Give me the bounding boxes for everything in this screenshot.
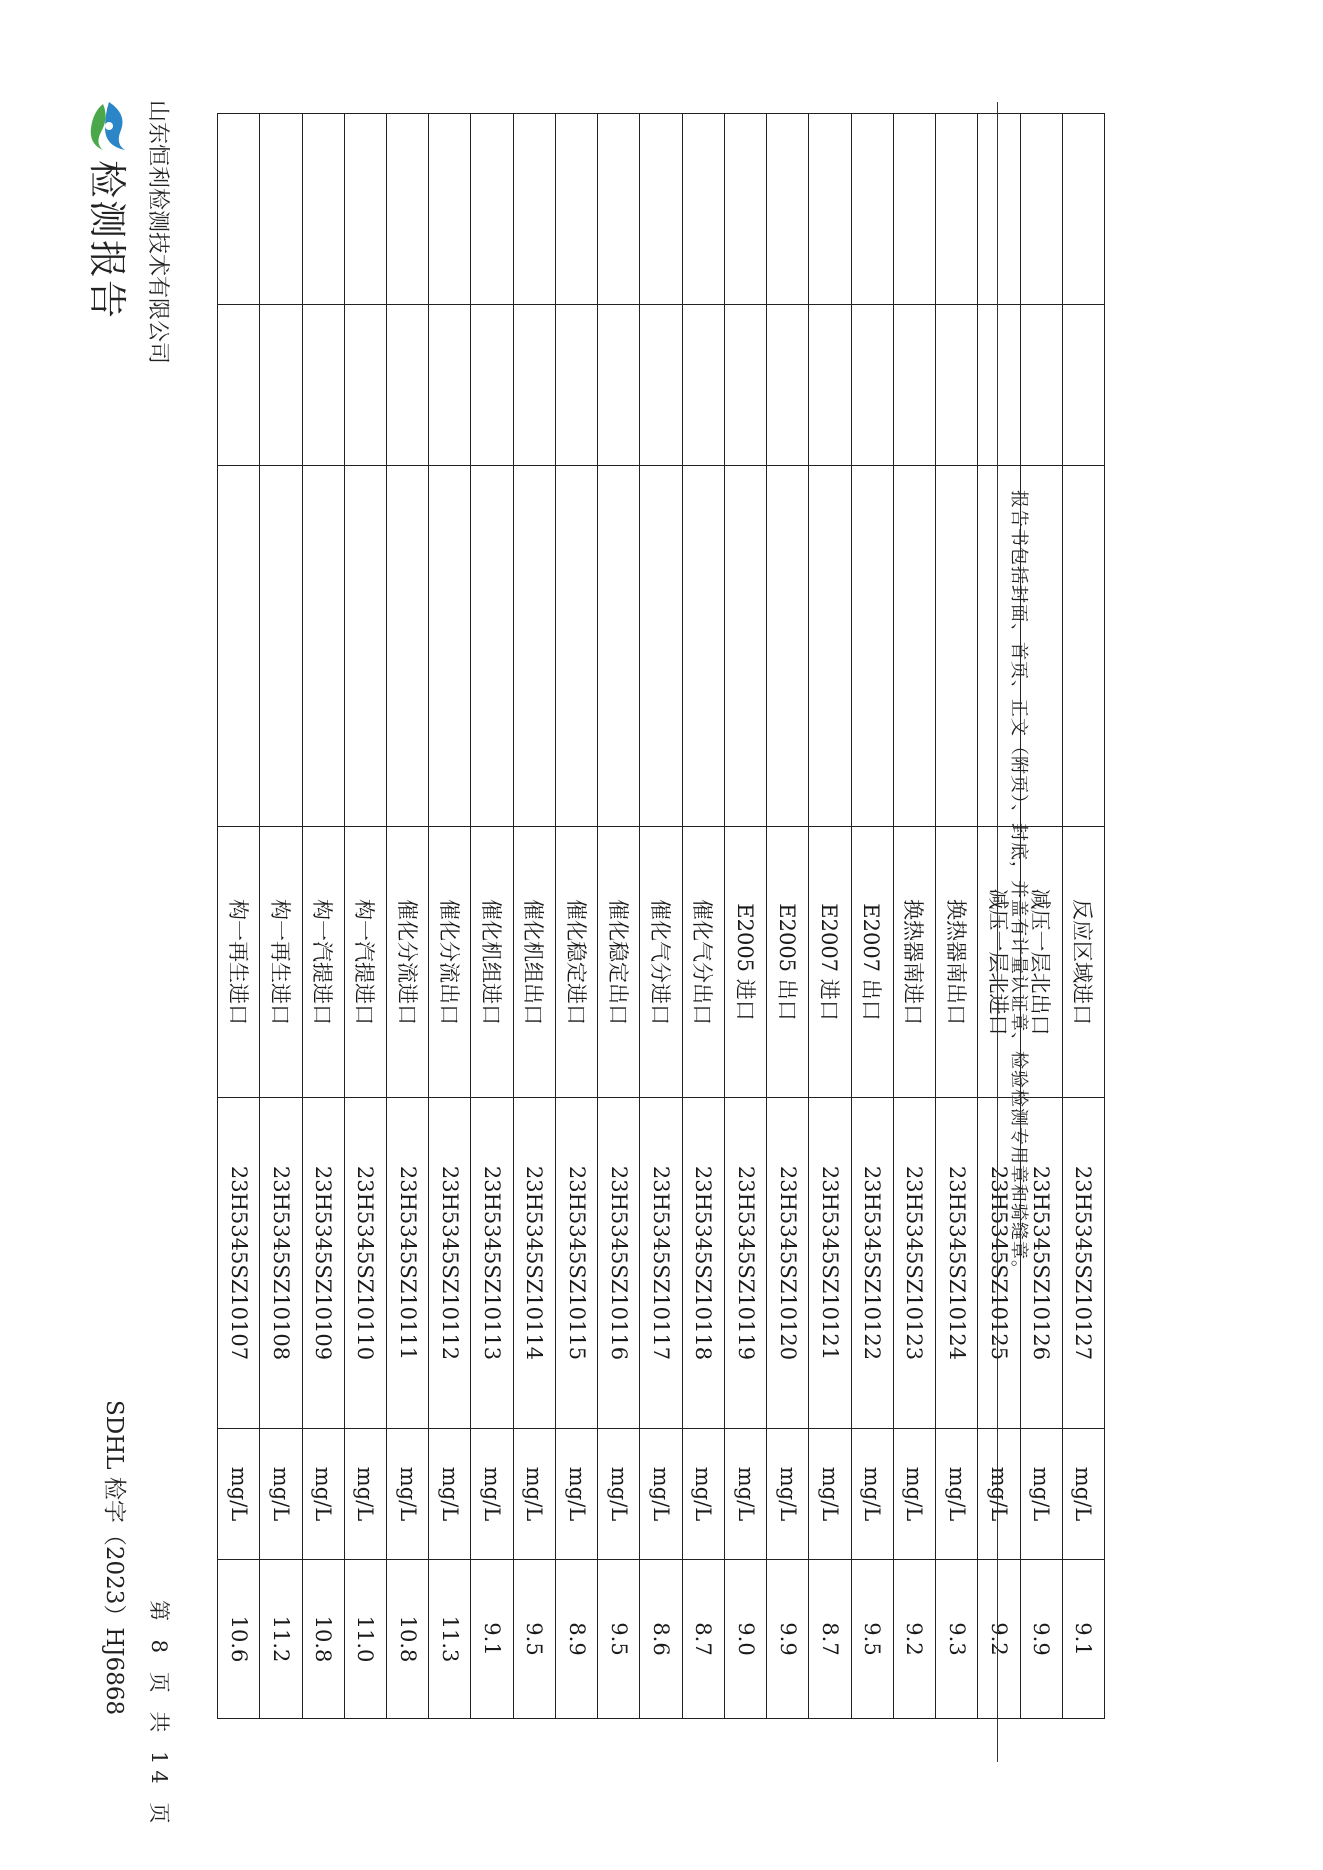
sample-id-cell: 23H5345SZ10122 xyxy=(851,1098,893,1429)
empty-cell xyxy=(471,466,513,827)
value-cell: 9.5 xyxy=(598,1560,640,1719)
empty-cell xyxy=(218,466,260,827)
sample-id-cell: 23H5345SZ10115 xyxy=(555,1098,597,1429)
sampling-point-cell: 催化稳定进口 xyxy=(555,827,597,1098)
unit-cell: mg/L xyxy=(302,1429,344,1560)
empty-cell xyxy=(1020,305,1062,466)
empty-cell xyxy=(893,466,935,827)
empty-cell xyxy=(682,466,724,827)
value-cell: 10.6 xyxy=(218,1560,260,1719)
empty-cell xyxy=(936,466,978,827)
empty-cell xyxy=(767,114,809,305)
table-row xyxy=(724,114,766,1719)
logo xyxy=(83,100,138,320)
unit-cell: mg/L xyxy=(936,1429,978,1560)
unit-cell: mg/L xyxy=(809,1429,851,1560)
sample-id-cell: 23H5345SZ10121 xyxy=(809,1098,851,1429)
empty-cell xyxy=(598,114,640,305)
results-table xyxy=(217,113,1105,1719)
unit-cell: mg/L xyxy=(1020,1429,1062,1560)
sampling-point-cell: E2005 进口 xyxy=(724,827,766,1098)
sample-id-cell: 23H5345SZ10127 xyxy=(1062,1098,1104,1429)
empty-cell xyxy=(555,114,597,305)
sample-id-cell: 23H5345SZ10125 xyxy=(978,1098,1020,1429)
empty-cell xyxy=(1062,305,1104,466)
value-cell: 11.3 xyxy=(429,1560,471,1719)
unit-cell: mg/L xyxy=(429,1429,471,1560)
table-row xyxy=(936,114,978,1719)
unit-cell: mg/L xyxy=(555,1429,597,1560)
empty-cell xyxy=(851,305,893,466)
empty-cell xyxy=(682,305,724,466)
value-cell: 9.2 xyxy=(978,1560,1020,1719)
empty-cell xyxy=(767,305,809,466)
value-cell: 9.9 xyxy=(767,1560,809,1719)
table-row xyxy=(302,114,344,1719)
table-row xyxy=(809,114,851,1719)
sampling-point-cell: 催化气分进口 xyxy=(640,827,682,1098)
value-cell: 9.2 xyxy=(893,1560,935,1719)
empty-cell xyxy=(809,114,851,305)
table-row xyxy=(387,114,429,1719)
value-cell: 10.8 xyxy=(387,1560,429,1719)
sample-id-cell: 23H5345SZ10109 xyxy=(302,1098,344,1429)
table-row xyxy=(471,114,513,1719)
empty-cell xyxy=(513,305,555,466)
sampling-point-cell: 减压一层北进口 xyxy=(978,827,1020,1098)
empty-cell xyxy=(978,114,1020,305)
value-cell: 11.0 xyxy=(344,1560,386,1719)
sampling-point-cell: 构一再生进口 xyxy=(260,827,302,1098)
logo-title: 检测报告 xyxy=(85,160,129,321)
value-cell: 10.8 xyxy=(302,1560,344,1719)
empty-cell xyxy=(851,114,893,305)
empty-cell xyxy=(598,305,640,466)
table-row xyxy=(851,114,893,1719)
unit-cell: mg/L xyxy=(218,1429,260,1560)
table-row xyxy=(1062,114,1104,1719)
sampling-point-cell: E2005 出口 xyxy=(767,827,809,1098)
empty-cell xyxy=(471,305,513,466)
empty-cell xyxy=(640,305,682,466)
sample-id-cell: 23H5345SZ10124 xyxy=(936,1098,978,1429)
empty-cell xyxy=(851,466,893,827)
empty-cell xyxy=(302,114,344,305)
sample-id-cell: 23H5345SZ10119 xyxy=(724,1098,766,1429)
empty-cell xyxy=(471,114,513,305)
empty-cell xyxy=(809,466,851,827)
empty-cell xyxy=(640,466,682,827)
empty-cell xyxy=(724,114,766,305)
sample-id-cell: 23H5345SZ10120 xyxy=(767,1098,809,1429)
empty-cell xyxy=(767,466,809,827)
value-cell: 8.7 xyxy=(682,1560,724,1719)
table-row xyxy=(893,114,935,1719)
empty-cell xyxy=(387,305,429,466)
sampling-point-cell: 构一再生进口 xyxy=(218,827,260,1098)
table-row xyxy=(429,114,471,1719)
empty-cell xyxy=(429,114,471,305)
sample-id-cell: 23H5345SZ10114 xyxy=(513,1098,555,1429)
value-cell: 9.0 xyxy=(724,1560,766,1719)
table-row xyxy=(767,114,809,1719)
empty-cell xyxy=(513,114,555,305)
empty-cell xyxy=(598,466,640,827)
empty-cell xyxy=(724,466,766,827)
value-cell: 9.9 xyxy=(1020,1560,1062,1719)
empty-cell xyxy=(978,305,1020,466)
sample-id-cell: 23H5345SZ10113 xyxy=(471,1098,513,1429)
sampling-point-cell: 催化分流进口 xyxy=(387,827,429,1098)
unit-cell: mg/L xyxy=(851,1429,893,1560)
unit-cell: mg/L xyxy=(682,1429,724,1560)
unit-cell: mg/L xyxy=(471,1429,513,1560)
empty-cell xyxy=(513,466,555,827)
empty-cell xyxy=(1020,114,1062,305)
empty-cell xyxy=(1062,466,1104,827)
report-number: SDHL 检字（2023）HJ6868 xyxy=(101,1400,127,1716)
sampling-point-cell: E2007 进口 xyxy=(809,827,851,1098)
unit-cell: mg/L xyxy=(640,1429,682,1560)
unit-cell: mg/L xyxy=(598,1429,640,1560)
empty-cell xyxy=(936,114,978,305)
sampling-point-cell: 反应区域进口 xyxy=(1062,827,1104,1098)
value-cell: 8.6 xyxy=(640,1560,682,1719)
empty-cell xyxy=(429,466,471,827)
unit-cell: mg/L xyxy=(260,1429,302,1560)
company-logo-icon xyxy=(90,100,132,152)
unit-cell: mg/L xyxy=(1062,1429,1104,1560)
sample-id-cell: 23H5345SZ10117 xyxy=(640,1098,682,1429)
sample-id-cell: 23H5345SZ10108 xyxy=(260,1098,302,1429)
value-cell: 9.3 xyxy=(936,1560,978,1719)
sample-id-cell: 23H5345SZ10123 xyxy=(893,1098,935,1429)
table-row xyxy=(682,114,724,1719)
sampling-point-cell: 换热器南出口 xyxy=(936,827,978,1098)
value-cell: 9.1 xyxy=(471,1560,513,1719)
empty-cell xyxy=(302,466,344,827)
unit-cell: mg/L xyxy=(513,1429,555,1560)
table-row xyxy=(513,114,555,1719)
sampling-point-cell: 催化分流出口 xyxy=(429,827,471,1098)
empty-cell xyxy=(640,114,682,305)
sampling-point-cell: 换热器南进口 xyxy=(893,827,935,1098)
table-row xyxy=(344,114,386,1719)
empty-cell xyxy=(1062,114,1104,305)
empty-cell xyxy=(893,305,935,466)
empty-cell xyxy=(724,305,766,466)
table-row xyxy=(218,114,260,1719)
table-row xyxy=(640,114,682,1719)
unit-cell: mg/L xyxy=(344,1429,386,1560)
unit-cell: mg/L xyxy=(893,1429,935,1560)
empty-cell xyxy=(387,466,429,827)
value-cell: 9.5 xyxy=(513,1560,555,1719)
empty-cell xyxy=(344,466,386,827)
company-name: 山东恒利检测技术有限公司 xyxy=(145,100,170,365)
value-cell: 11.2 xyxy=(260,1560,302,1719)
empty-cell xyxy=(260,114,302,305)
sample-id-cell: 23H5345SZ10107 xyxy=(218,1098,260,1429)
table-row xyxy=(598,114,640,1719)
sampling-point-cell: 催化稳定出口 xyxy=(598,827,640,1098)
sampling-point-cell: 构一汽提进口 xyxy=(344,827,386,1098)
sampling-point-cell: 催化机组进口 xyxy=(471,827,513,1098)
unit-cell: mg/L xyxy=(387,1429,429,1560)
table-row xyxy=(555,114,597,1719)
value-cell: 9.1 xyxy=(1062,1560,1104,1719)
sample-id-cell: 23H5345SZ10111 xyxy=(387,1098,429,1429)
unit-cell: mg/L xyxy=(978,1429,1020,1560)
empty-cell xyxy=(555,305,597,466)
empty-cell xyxy=(429,305,471,466)
empty-cell xyxy=(682,114,724,305)
sample-id-cell: 23H5345SZ10116 xyxy=(598,1098,640,1429)
sample-id-cell: 23H5345SZ10112 xyxy=(429,1098,471,1429)
empty-cell xyxy=(260,466,302,827)
table-row xyxy=(260,114,302,1719)
sampling-point-cell: 构一汽提进口 xyxy=(302,827,344,1098)
empty-cell xyxy=(302,305,344,466)
unit-cell: mg/L xyxy=(724,1429,766,1560)
empty-cell xyxy=(387,114,429,305)
sample-id-cell: 23H5345SZ10118 xyxy=(682,1098,724,1429)
value-cell: 8.7 xyxy=(809,1560,851,1719)
sampling-point-cell: 减压一层北出口 xyxy=(1020,827,1062,1098)
value-cell: 8.9 xyxy=(555,1560,597,1719)
empty-cell xyxy=(809,305,851,466)
empty-cell xyxy=(260,305,302,466)
value-cell: 9.5 xyxy=(851,1560,893,1719)
unit-cell: mg/L xyxy=(767,1429,809,1560)
empty-cell xyxy=(344,114,386,305)
footer-note: 报告书包括封面、首页、正文（附页）、封底，并盖有计量认证章、检验检测专用章和骑缝章。 xyxy=(1008,490,1029,1279)
empty-cell xyxy=(218,305,260,466)
empty-cell xyxy=(936,305,978,466)
empty-cell xyxy=(218,114,260,305)
sampling-point-cell: E2007 出口 xyxy=(851,827,893,1098)
empty-cell xyxy=(555,466,597,827)
sampling-point-cell: 催化机组出口 xyxy=(513,827,555,1098)
empty-cell xyxy=(344,305,386,466)
sample-id-cell: 23H5345SZ10110 xyxy=(344,1098,386,1429)
sampling-point-cell: 催化气分出口 xyxy=(682,827,724,1098)
sample-id-cell: 23H5345SZ10126 xyxy=(1020,1098,1062,1429)
page-info: 第 8 页 共 14 页 xyxy=(147,1600,171,1830)
empty-cell xyxy=(893,114,935,305)
footer-divider xyxy=(997,102,998,1762)
